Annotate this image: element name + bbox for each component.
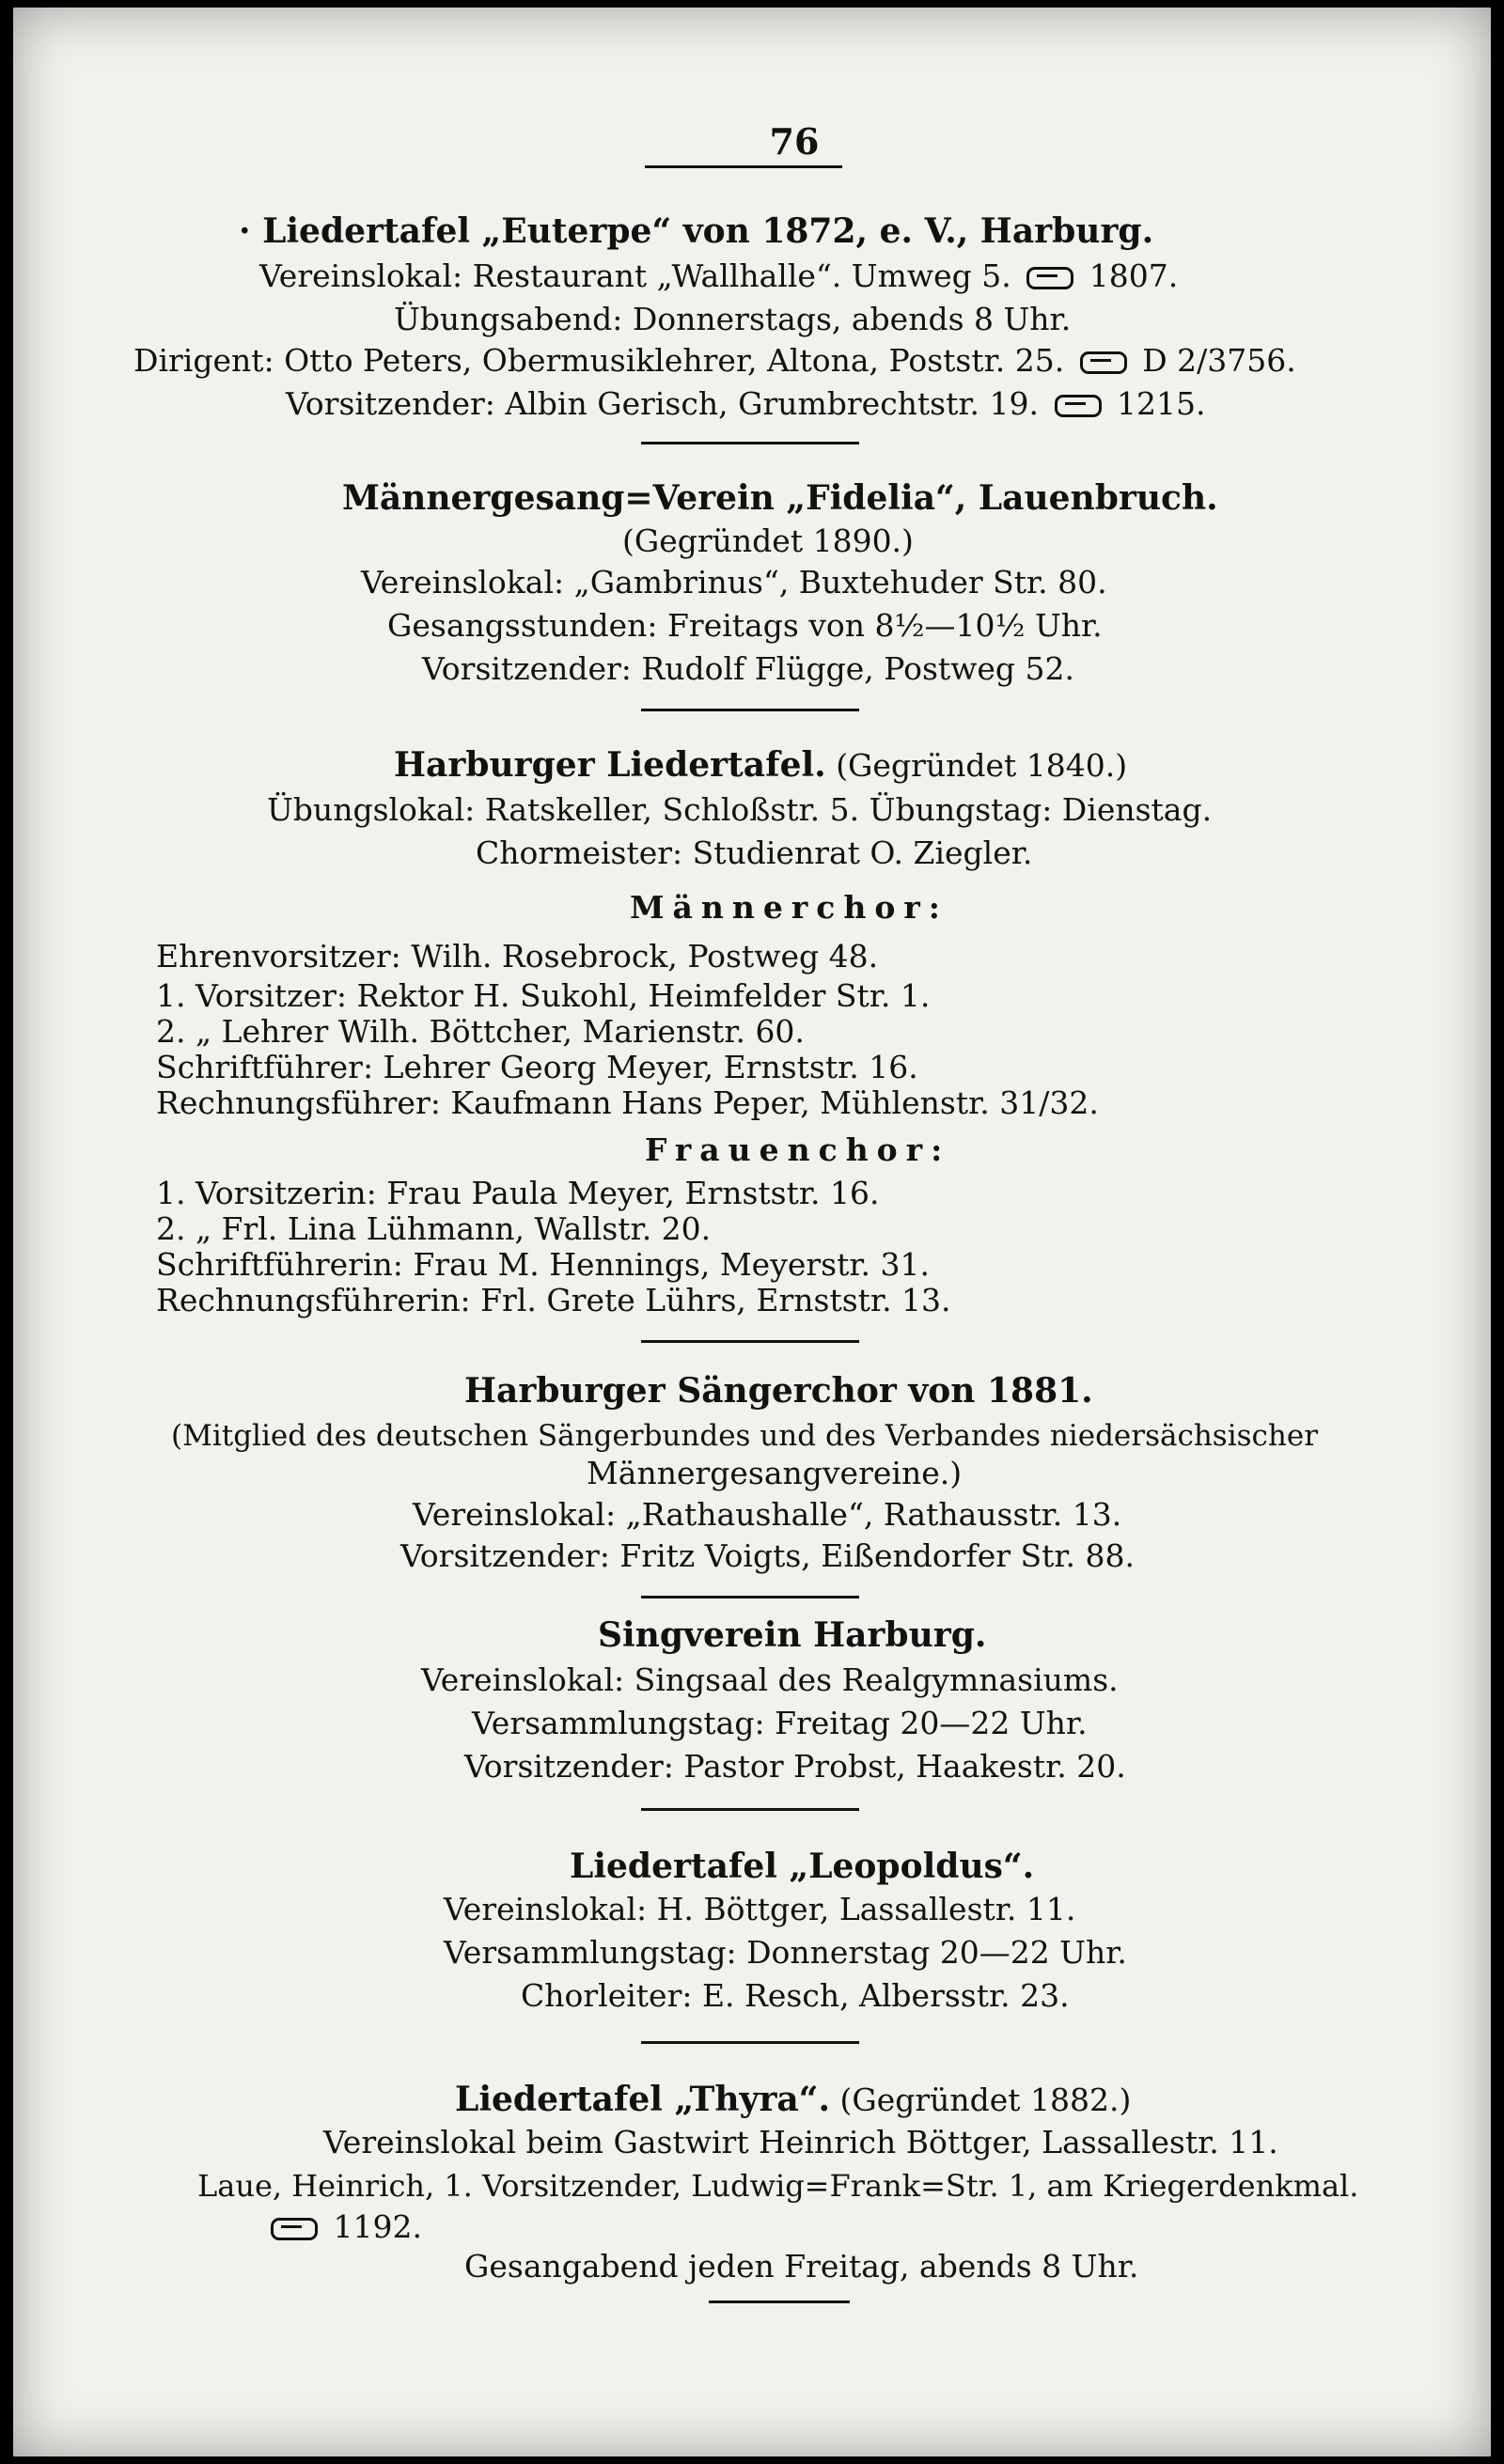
euterpe-vorsitzender (286, 385, 1205, 423)
section-separator (641, 1340, 859, 1343)
section-title-fidelia: Männergesang=Verein „Fidelia“, Lauenbruch. (342, 478, 1218, 518)
singverein-vorsitzender: Vorsitzender: Pastor Probst, Haakestr. 20. (464, 1748, 1126, 1785)
telephone-icon (1080, 351, 1127, 374)
fidelia-vorsitzender: Vorsitzender: Rudolf Flügge, Postweg 52. (422, 650, 1075, 687)
maenner-ehrenvorsitzer: Ehrenvorsitzer: Wilh. Rosebrock, Postweg 48. (156, 938, 879, 975)
leopoldus-vereinslokal: Vereinslokal: H. Böttger, Lassallestr. 11. (444, 1891, 1076, 1927)
maenner-rechnungsfuehrer: Rechnungsführer: Kaufmann Hans Peper, Mühlenstr. 31/32. (156, 1084, 1099, 1121)
section-title-leopoldus: Liedertafel „Leopoldus“. (570, 1847, 1035, 1886)
section-title-thyra (455, 2081, 1131, 2119)
leopoldus-versammlungstag: Versammlungstag: Donnerstag 20—22 Uhr. (444, 1934, 1127, 1971)
section-title-singverein: Singverein Harburg. (598, 1615, 987, 1655)
scanned-page (13, 8, 1491, 2456)
subhead-maennerchor: Männerchor: (630, 889, 948, 926)
thyra-gesangabend: Gesangabend jeden Freitag, abends 8 Uhr. (464, 2248, 1139, 2285)
thyra-founded: (Gegründet 1882.) (839, 2082, 1132, 2118)
frauen-rechnungsfuehrerin: Rechnungsführerin: Frl. Grete Lührs, Ernststr. 13. (156, 1282, 951, 1318)
page-number: 76 (769, 120, 820, 163)
euterpe-vereinslokal-text: Vereinslokal: Restaurant „Wallhalle“. Umweg 5. (259, 257, 1011, 294)
fidelia-founded: (Gegründet 1890.) (622, 522, 914, 559)
section-separator (641, 1596, 859, 1598)
harburger-chormeister: Chormeister: Studienrat O. Ziegler. (476, 834, 1033, 871)
leopoldus-chorleiter: Chorleiter: E. Resch, Albersstr. 23. (521, 1977, 1070, 2014)
thyra-vereinslokal: Vereinslokal beim Gastwirt Heinrich Böttger, Lassallestr. 11. (323, 2124, 1278, 2160)
singverein-vereinslokal: Vereinslokal: Singsaal des Realgymnasiums. (421, 1661, 1119, 1698)
maenner-vorsitzer-2: 2. „ Lehrer Wilh. Böttcher, Marienstr. 60. (156, 1013, 805, 1050)
thyra-title: Liedertafel „Thyra“. (455, 2080, 830, 2119)
subhead-frauenchor: Frauenchor: (645, 1131, 951, 1168)
telephone-icon (1026, 267, 1073, 289)
saengerchor-mitglied-cont: Männergesangvereine.) (587, 1455, 963, 1491)
section-separator (641, 709, 859, 711)
frauen-schriftfuehrerin: Schriftführerin: Frau M. Hennings, Meyerstr. 31. (156, 1246, 930, 1283)
euterpe-uebungsabend: Übungsabend: Donnerstags, abends 8 Uhr. (394, 301, 1072, 337)
maenner-schriftfuehrer: Schriftführer: Lehrer Georg Meyer, Ernststr. 16. (156, 1049, 918, 1085)
euterpe-vereinslokal (259, 257, 1178, 295)
euterpe-dirigent (133, 342, 1296, 380)
section-separator (641, 442, 859, 444)
fidelia-vereinslokal: Vereinslokal: „Gambrinus“, Buxtehuder Str. 80. (361, 564, 1107, 600)
section-title-euterpe: · Liedertafel „Euterpe“ von 1872, e. V., Harburg. (239, 211, 1154, 251)
saengerchor-vorsitzender: Vorsitzender: Fritz Voigts, Eißendorfer Str. 88. (400, 1537, 1136, 1574)
telephone-icon (271, 2218, 318, 2240)
harburger-uebungslokal: Übungslokal: Ratskeller, Schloßstr. 5. Übungstag: Dienstag. (267, 791, 1213, 828)
section-separator (641, 2041, 859, 2044)
page-number-rule (645, 165, 842, 168)
thyra-phone (265, 2208, 422, 2246)
harburger-liedertafel-founded: (Gegründet 1840.) (836, 747, 1128, 784)
euterpe-phone-3: 1215. (1117, 385, 1206, 422)
fidelia-gesangsstunden: Gesangsstunden: Freitags von 8½—10½ Uhr. (387, 607, 1103, 644)
harburger-liedertafel-title: Harburger Liedertafel. (394, 745, 826, 785)
section-separator (641, 1808, 859, 1811)
section-separator (709, 2300, 850, 2303)
euterpe-dirigent-text: Dirigent: Otto Peters, Obermusiklehrer, Altona, Poststr. 25. (133, 342, 1065, 379)
frauen-vorsitzerin-1: 1. Vorsitzerin: Frau Paula Meyer, Ernststr. 16. (156, 1175, 880, 1211)
singverein-versammlungstag: Versammlungstag: Freitag 20—22 Uhr. (472, 1705, 1088, 1741)
thyra-phone-number: 1192. (333, 2208, 422, 2245)
telephone-icon (1055, 395, 1102, 417)
saengerchor-mitglied: (Mitglied des deutschen Sängerbundes und des Verbandes niedersächsischer (171, 1419, 1319, 1453)
section-title-saengerchor: Harburger Sängerchor von 1881. (464, 1371, 1093, 1411)
euterpe-phone-2: D 2/3756. (1142, 342, 1296, 379)
saengerchor-vereinslokal: Vereinslokal: „Rathaushalle“, Rathausstr. 13. (413, 1496, 1122, 1533)
frauen-vorsitzerin-2: 2. „ Frl. Lina Lühmann, Wallstr. 20. (156, 1210, 712, 1247)
euterpe-phone-1: 1807. (1089, 257, 1179, 294)
section-title-harburger-liedertafel (394, 746, 1127, 785)
maenner-vorsitzer-1: 1. Vorsitzer: Rektor H. Sukohl, Heimfelder Str. 1. (156, 977, 931, 1014)
page-content (13, 8, 1491, 2456)
euterpe-vorsitzender-text: Vorsitzender: Albin Gerisch, Grumbrechtstr. 19. (286, 385, 1039, 422)
thyra-laue: Laue, Heinrich, 1. Vorsitzender, Ludwig=Frank=Str. 1, am Kriegerdenkmal. (197, 2168, 1359, 2204)
